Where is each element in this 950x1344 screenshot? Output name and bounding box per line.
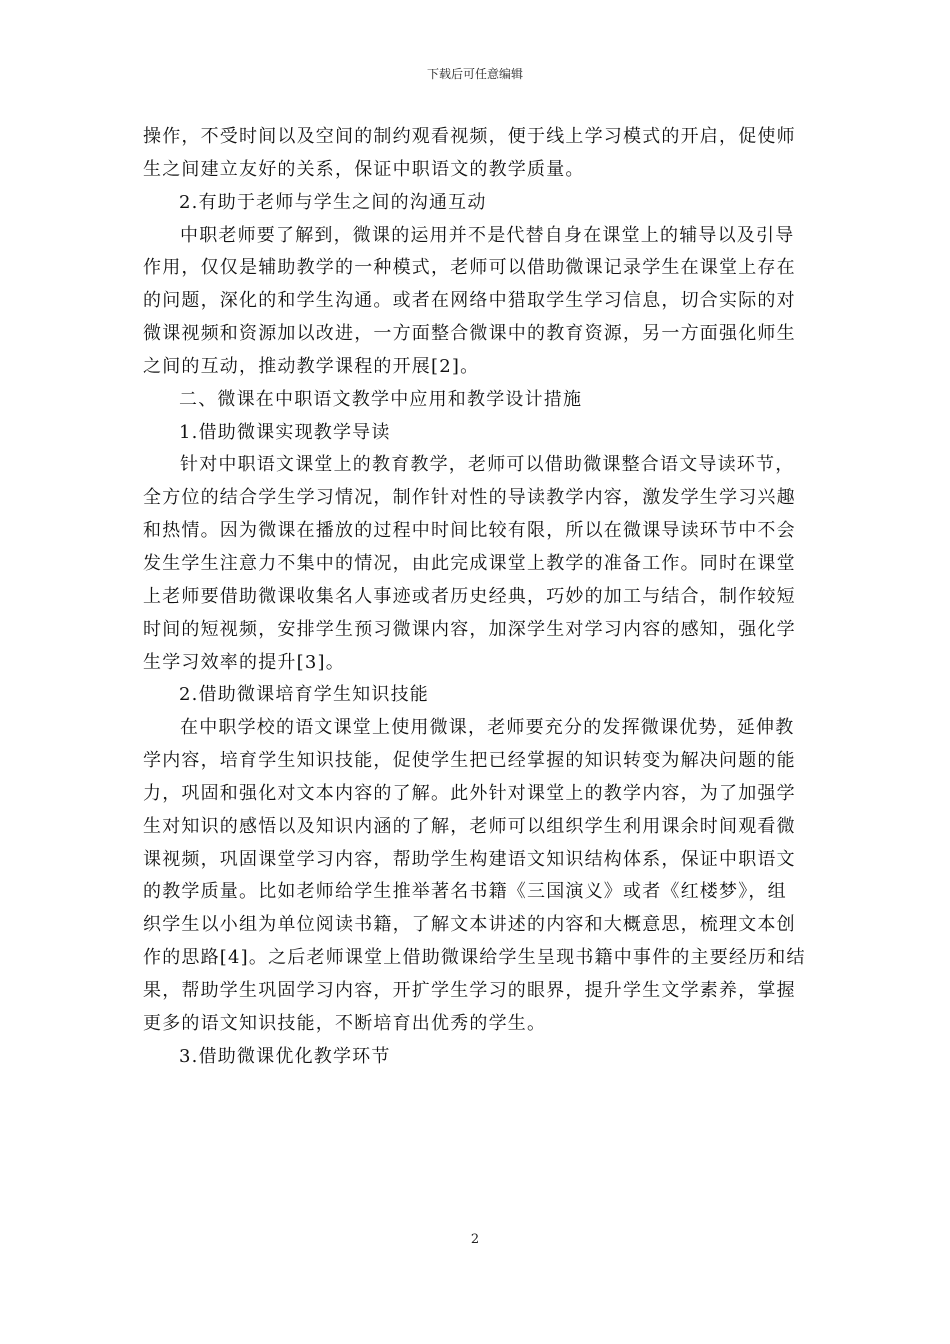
page-header: 下载后可任意编辑 [426,67,523,81]
text-line: 作的思路[4]。之后老师课堂上借助微课给学生呈现书籍中事件的主要经历和结 [143,947,806,969]
text-line: 时间的短视频，安排学生预习微课内容，加深学生对学习内容的感知，强化学 [143,618,796,640]
text-line: 和热情。因为微课在播放的过程中时间比较有限，所以在微课导读环节中不会 [143,520,796,542]
text-line: 更多的语文知识技能，不断培育出优秀的学生。 [143,1012,547,1034]
text-line: 生对知识的感悟以及知识内涵的了解，老师可以组织学生利用课余时间观看微 [143,815,796,837]
text-line: 作用，仅仅是辅助教学的一种模式，老师可以借助微课记录学生在课堂上存在 [143,257,796,279]
text-line: 发生学生注意力不集中的情况，由此完成课堂上教学的准备工作。同时在课堂 [143,552,796,574]
text-line: 中职老师要了解到，微课的运用并不是代替自身在课堂上的辅导以及引导 [180,224,795,246]
section-heading: 1.借助微课实现教学导读 [179,421,391,443]
text-line: 的问题，深化的和学生沟通。或者在网络中猎取学生学习信息，切合实际的对 [143,290,796,312]
document-body [143,121,810,1073]
text-line: 织学生以小组为单位阅读书籍，了解文本讲述的内容和大概意思，梳理文本创 [143,914,796,936]
text-line: 操作，不受时间以及空间的制约观看视频，便于线上学习模式的开启，促使师 [143,126,796,147]
text-line: 全方位的结合学生学习情况，制作针对性的导读教学内容，激发学生学习兴趣 [143,487,796,509]
section-heading: 二、微课在中职语文教学中应用和教学设计措施 [179,388,583,410]
text-line: 生之间建立友好的关系，保证中职语文的教学质量。 [143,158,585,180]
section-heading: 2.有助于老师与学生之间的沟通互动 [179,191,487,213]
text-line: 针对中职语文课堂上的教育教学，老师可以借助微课整合语文导读环节， [180,454,795,476]
text-line: 微课视频和资源加以改进，一方面整合微课中的教育资源，另一方面强化师生 [143,323,796,345]
text-line: 上老师要借助微课收集名人事迹或者历史经典，巧妙的加工与结合，制作较短 [143,585,796,607]
text-line: 力，巩固和强化对文本内容的了解。此外针对课堂上的教学内容，为了加强学 [143,782,796,804]
text-line: 之间的互动，推动教学课程的开展[2]。 [143,355,480,377]
text-line: 学内容，培育学生知识技能，促使学生把已经掌握的知识转变为解决问题的能 [143,750,796,772]
text-line: 的教学质量。比如老师给学生推举著名书籍《三国演义》或者《红楼梦》，组 [143,881,787,903]
text-line: 课视频，巩固课堂学习内容，帮助学生构建语文知识结构体系，保证中职语文 [143,848,796,870]
page-number: 2 [470,1232,480,1247]
text-line: 在中职学校的语文课堂上使用微课，老师要充分的发挥微课优势，延伸教 [180,717,795,739]
text-line: 果，帮助学生巩固学习内容，开扩学生学习的眼界，提升学生文学素养，掌握 [143,979,796,1001]
section-heading: 3.借助微课优化教学环节 [179,1045,391,1067]
text-line: 生学习效率的提升[3]。 [143,651,345,673]
section-heading: 2.借助微课培育学生知识技能 [179,684,429,706]
